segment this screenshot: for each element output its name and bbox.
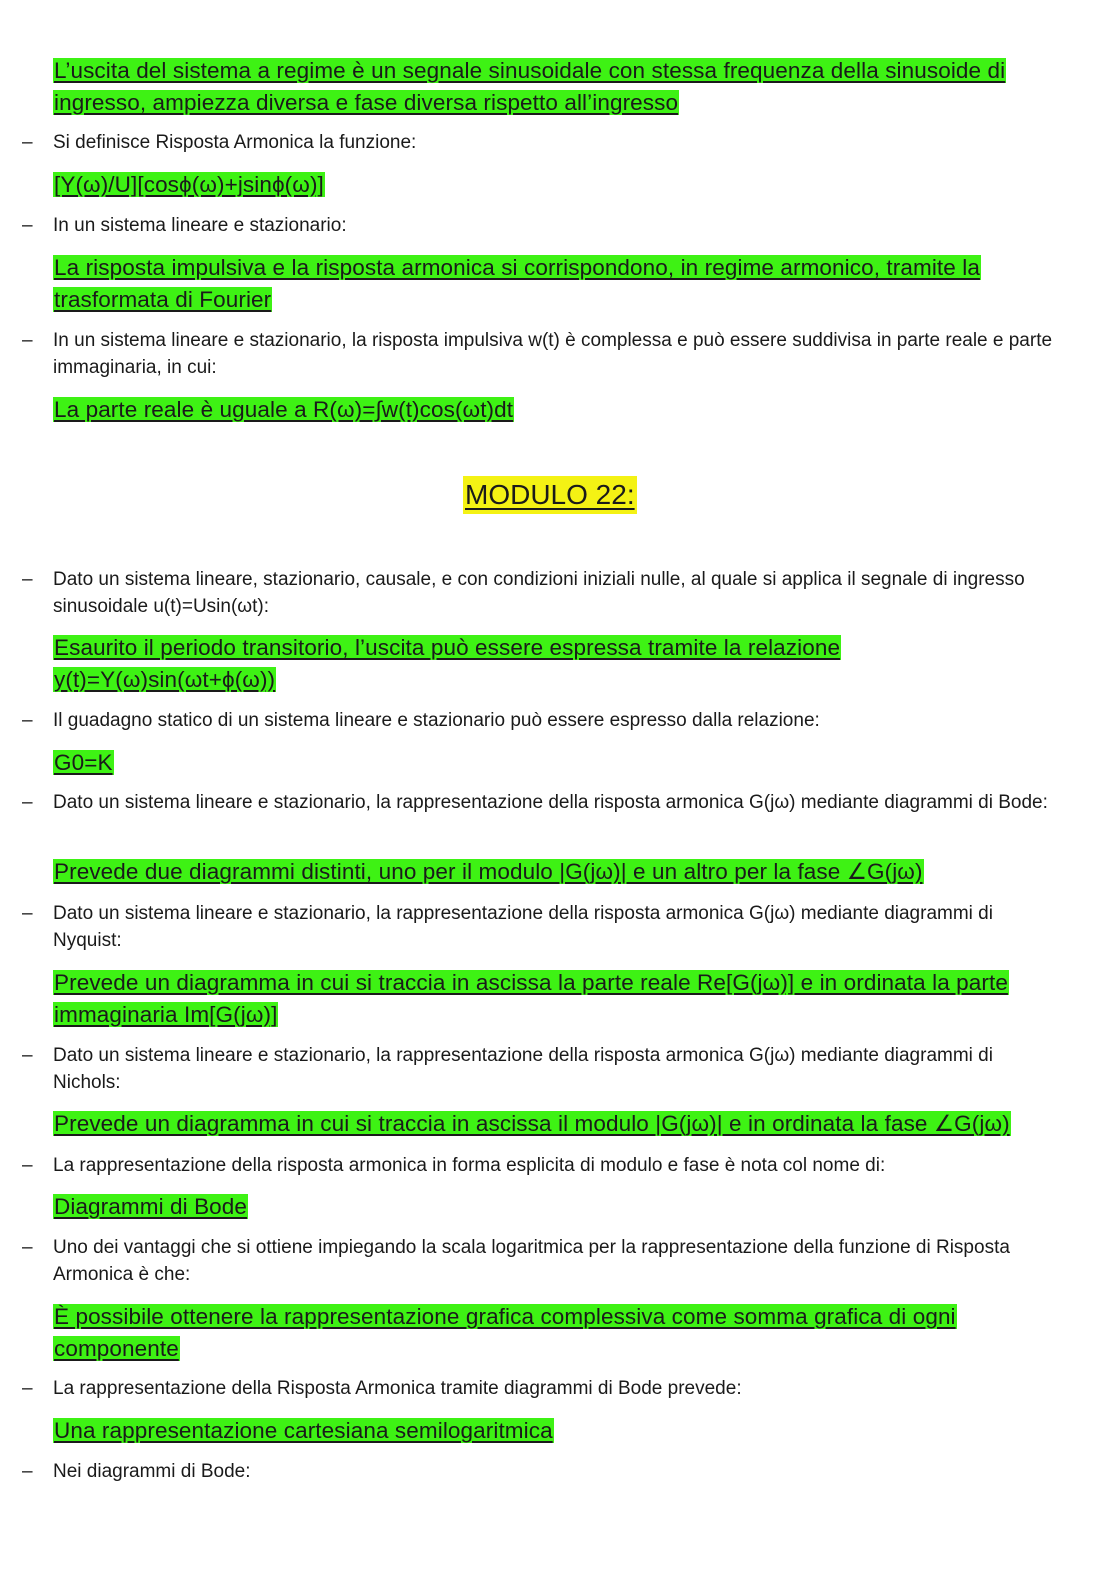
bullet-dash: – xyxy=(22,215,33,236)
bullet-dash: – xyxy=(22,1155,33,1176)
question-text: Il guadagno statico di un sistema lineare e stazionario può essere espresso dalla relazione: xyxy=(53,710,820,731)
bullet-dash: – xyxy=(22,1378,33,1399)
answer-text: La risposta impulsiva e la risposta armonica si corrispondono, in regime armonico, tramite la trasformata di Fourier xyxy=(54,255,980,312)
answer-text: Esaurito il periodo transitorio, l’uscita può essere espressa tramite la relazione y(t)=Y(ω)sin(ωt+ϕ(ω)) xyxy=(54,635,841,692)
answer-text: L’uscita del sistema a regime è un segnale sinusoidale con stessa frequenza della sinusoide di ingresso, ampiezza diversa e fase diversa rispetto all’ingresso xyxy=(54,58,1006,115)
answer-text: Prevede due diagrammi distinti, uno per il modulo |G(jω)| e un altro per la fase ∠G(jω) xyxy=(54,859,923,884)
question-text: In un sistema lineare e stazionario: xyxy=(53,215,347,236)
module-heading: MODULO 22: xyxy=(463,476,637,514)
question-text: Dato un sistema lineare e stazionario, la rappresentazione della risposta armonica G(jω) mediante diagrammi di Nyquist: xyxy=(53,903,993,951)
bullet-dash: – xyxy=(22,903,33,924)
question-text: Dato un sistema lineare, stazionario, causale, e con condizioni iniziali nulle, al quale si applica il segnale di ingresso sinusoidale u(t)=Usin(ωt): xyxy=(53,569,1025,617)
bullet-dash: – xyxy=(22,710,33,731)
answer-text: Prevede un diagramma in cui si traccia in ascissa il modulo |G(jω)| e in ordinata la fase ∠G(jω) xyxy=(54,1111,1010,1136)
bullet-dash: – xyxy=(22,1045,33,1066)
bullet-dash: – xyxy=(22,1461,33,1482)
question-text: Si definisce Risposta Armonica la funzione: xyxy=(53,132,417,153)
bullet-dash: – xyxy=(22,569,33,590)
bullet-dash: – xyxy=(22,132,33,153)
question-text: In un sistema lineare e stazionario, la risposta impulsiva w(t) è complessa e può essere suddivisa in parte reale e parte immaginaria, in cui: xyxy=(53,330,1053,378)
answer-text: La parte reale è uguale a R(ω)=∫w(t)cos(ωt)dt xyxy=(54,397,514,422)
answer-text: Prevede un diagramma in cui si traccia in ascissa la parte reale Re[G(jω)] e in ordinata la parte immaginaria Im[G(jω)] xyxy=(54,970,1008,1027)
question-text: Dato un sistema lineare e stazionario, la rappresentazione della risposta armonica G(jω) mediante diagrammi di Bode: xyxy=(53,792,1048,813)
bullet-dash: – xyxy=(22,1237,33,1258)
answer-text: [Y(ω)/U][cosϕ(ω)+jsinϕ(ω)] xyxy=(54,172,324,197)
bullet-dash: – xyxy=(22,792,33,813)
bullet-dash: – xyxy=(22,330,33,351)
question-text: La rappresentazione della risposta armonica in forma esplicita di modulo e fase è nota col nome di: xyxy=(53,1155,886,1176)
question-text: Nei diagrammi di Bode: xyxy=(53,1461,251,1482)
question-text: Uno dei vantaggi che si ottiene impiegando la scala logaritmica per la rappresentazione della funzione di Risposta Armonica è che: xyxy=(53,1237,1010,1285)
answer-text: Una rappresentazione cartesiana semilogaritmica xyxy=(54,1418,553,1443)
question-text: La rappresentazione della Risposta Armonica tramite diagrammi di Bode prevede: xyxy=(53,1378,742,1399)
answer-text: Diagrammi di Bode xyxy=(54,1194,248,1219)
answer-text: G0=K xyxy=(54,750,113,775)
question-text: Dato un sistema lineare e stazionario, la rappresentazione della risposta armonica G(jω) mediante diagrammi di Nichols: xyxy=(53,1045,993,1093)
answer-text: È possibile ottenere la rappresentazione grafica complessiva come somma grafica di ogni componente xyxy=(54,1304,956,1361)
